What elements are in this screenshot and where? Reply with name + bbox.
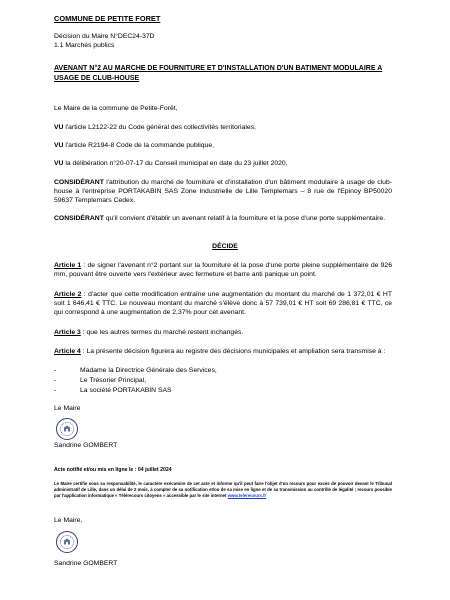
- considerant-label: CONSIDÉRANT: [54, 215, 104, 222]
- seal-emblem-icon: [59, 534, 75, 550]
- article-text: : de signer l'avenant n°2 portant sur la fourniture et la pose d'une porte pleine supplémentaire de 926 mm, pouvant être ouverte vers l'extérieur avec fermeture et barre anti panique un point.: [54, 262, 392, 278]
- recipient-bullet: -: [54, 377, 57, 384]
- recipient-bullet: -: [54, 367, 57, 374]
- article-3: [54, 329, 243, 338]
- legal-notice-text: Le Maire certifie sous sa responsabilité, le caractère exécutoire de cet acte et informe qu'il peut faire l'objet d'un recours pour excès de pouvoir devant le Tribunal administratif de Lille, dans un délai de 2 mois, à compter de sa notification et/ou de sa mise en ligne et de sa transmission au contrôle de légalité ; recours possible par l'application informatique « Télérecours citoyens » accessible par le site internet: [54, 481, 392, 498]
- vu-clause-text: l'article R2194-8 Code de la commande publique,: [63, 142, 214, 149]
- article-text: : La présente décision figurera au registre des décisions municipales et ampliation sera transmise à :: [80, 348, 386, 355]
- recipient-item: Madame la Directrice Générale des Services,: [80, 367, 217, 374]
- considerant-clause-1: [54, 179, 392, 206]
- seal-emblem-icon: [59, 421, 75, 437]
- vu-clause-text: l'article L2122-22 du Code général des collectivités territoriales,: [63, 124, 256, 131]
- article-text: : d'acter que cette modification entraîne une augmentation du montant du marché de 1 372,01 € HT soit 1 646,41 € TTC. Le nouveau montant du marché s'élève donc à 57 739,01 € HT soit 69 286,81 € TTC, ce qui correspond à une augmentation de 2,37% pour cet avenant.: [54, 291, 392, 316]
- considerant-clause-2: [54, 215, 392, 224]
- article-label: Article 1: [54, 262, 82, 269]
- article-4: [54, 348, 392, 357]
- vu-label: VU: [54, 160, 64, 167]
- vu-clause-3: [54, 160, 288, 169]
- article-1: [54, 262, 392, 280]
- considerant-text: l'attribution du marché de fourniture et d'installation d'un bâtiment modulaire à usage de club-house à l'entreprise PORTAKABIN SAS Zone Industrielle de Lille Templemars – 8 rue de l'Epinoy BP50020 59637 Templemars Cedex.: [54, 179, 392, 204]
- municipal-seal-icon: [56, 418, 78, 440]
- considerant-text: qu'il convient d'établir un avenant relatif à la fourniture et la pose d'une porte supplémentaire.: [103, 215, 386, 222]
- vu-label: VU: [54, 142, 64, 149]
- recipient-bullet: -: [54, 387, 57, 394]
- decision-category: 1.1 Marchés publics: [54, 42, 115, 49]
- decision-reference: Décision du Maire N°DEC24-37D: [54, 33, 155, 40]
- telerecours-link[interactable]: www.telerecours.fr: [227, 492, 267, 498]
- signatory-name: Sandrine GOMBERT: [54, 560, 118, 567]
- recipient-item: Le Trésorier Principal,: [80, 377, 147, 384]
- article-text: : que les autres termes du marché restent inchangés.: [80, 329, 244, 336]
- signature-role: Le Maire: [54, 405, 81, 412]
- vu-clause-1: [54, 124, 256, 133]
- municipal-seal-icon: [56, 531, 78, 553]
- publication-date: Acte notifié et/ou mis en ligne le : 04 juillet 2024: [54, 467, 172, 473]
- article-2: [54, 291, 392, 318]
- legal-notice: [54, 481, 392, 499]
- considerant-label: CONSIDÉRANT: [54, 179, 104, 186]
- article-label: Article 2: [54, 291, 82, 298]
- signature-role: Le Maire,: [54, 517, 83, 524]
- vu-clause-2: [54, 142, 214, 151]
- decide-heading: DÉCIDE: [212, 243, 238, 250]
- document-title: AVENANT N°2 AU MARCHE DE FOURNITURE ET D'INSTALLATION D'UN BATIMENT MODULAIRE A USAGE DE CLUB-HOUSE: [54, 65, 383, 82]
- article-label: Article 3: [54, 329, 81, 336]
- article-label: Article 4: [54, 348, 81, 355]
- vu-label: VU: [54, 124, 64, 131]
- preamble-intro: Le Maire de la commune de Petite-Forêt,: [54, 105, 178, 112]
- vu-clause-text: la délibération n°20-07-17 du Conseil municipal en date du 23 juillet 2020,: [63, 160, 288, 167]
- signatory-name: Sandrine GOMBERT: [54, 442, 118, 449]
- recipient-item: La société PORTAKABIN SAS: [80, 387, 172, 394]
- commune-heading: COMMUNE DE PETITE FORET: [54, 14, 161, 23]
